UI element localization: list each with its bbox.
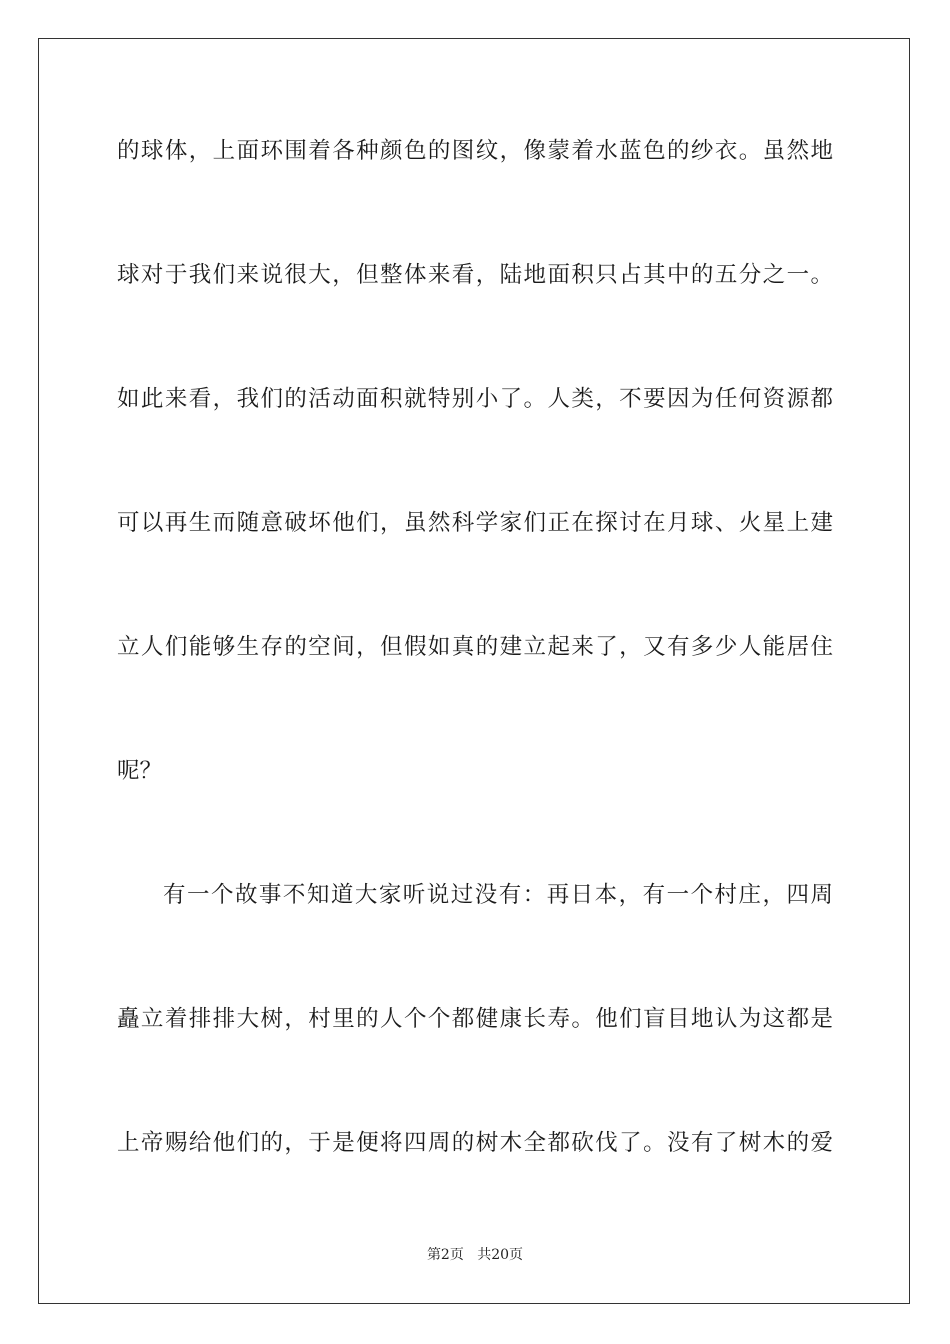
page-footer: [0, 1246, 950, 1264]
body-line-3: 如此来看，我们的活动面积就特别小了。人类，不要因为任何资源都: [117, 386, 833, 412]
body-line-5: 立人们能够生存的空间，但假如真的建立起来了，又有多少人能居住: [117, 634, 833, 660]
body-line-7-paragraph-start: 有一个故事不知道大家听说过没有：再日本，有一个村庄，四周: [163, 882, 833, 908]
body-line-9: 上帝赐给他们的，于是便将四周的树木全都砍伐了。没有了树木的爱: [117, 1130, 833, 1156]
body-line-8: 矗立着排排大树，村里的人个个都健康长寿。他们盲目地认为这都是: [117, 1006, 833, 1032]
body-line-6: 呢？: [117, 758, 163, 784]
body-line-4: 可以再生而随意破坏他们，虽然科学家们正在探讨在月球、火星上建: [117, 510, 833, 536]
page-total: 共20页: [477, 1247, 524, 1263]
body-line-1: 的球体，上面环围着各种颜色的图纹，像蒙着水蓝色的纱衣。虽然地: [117, 138, 833, 164]
page-border: [38, 38, 910, 1304]
body-line-2: 球对于我们来说很大，但整体来看，陆地面积只占其中的五分之一。: [117, 262, 833, 288]
page-number: 第2页: [426, 1247, 464, 1263]
